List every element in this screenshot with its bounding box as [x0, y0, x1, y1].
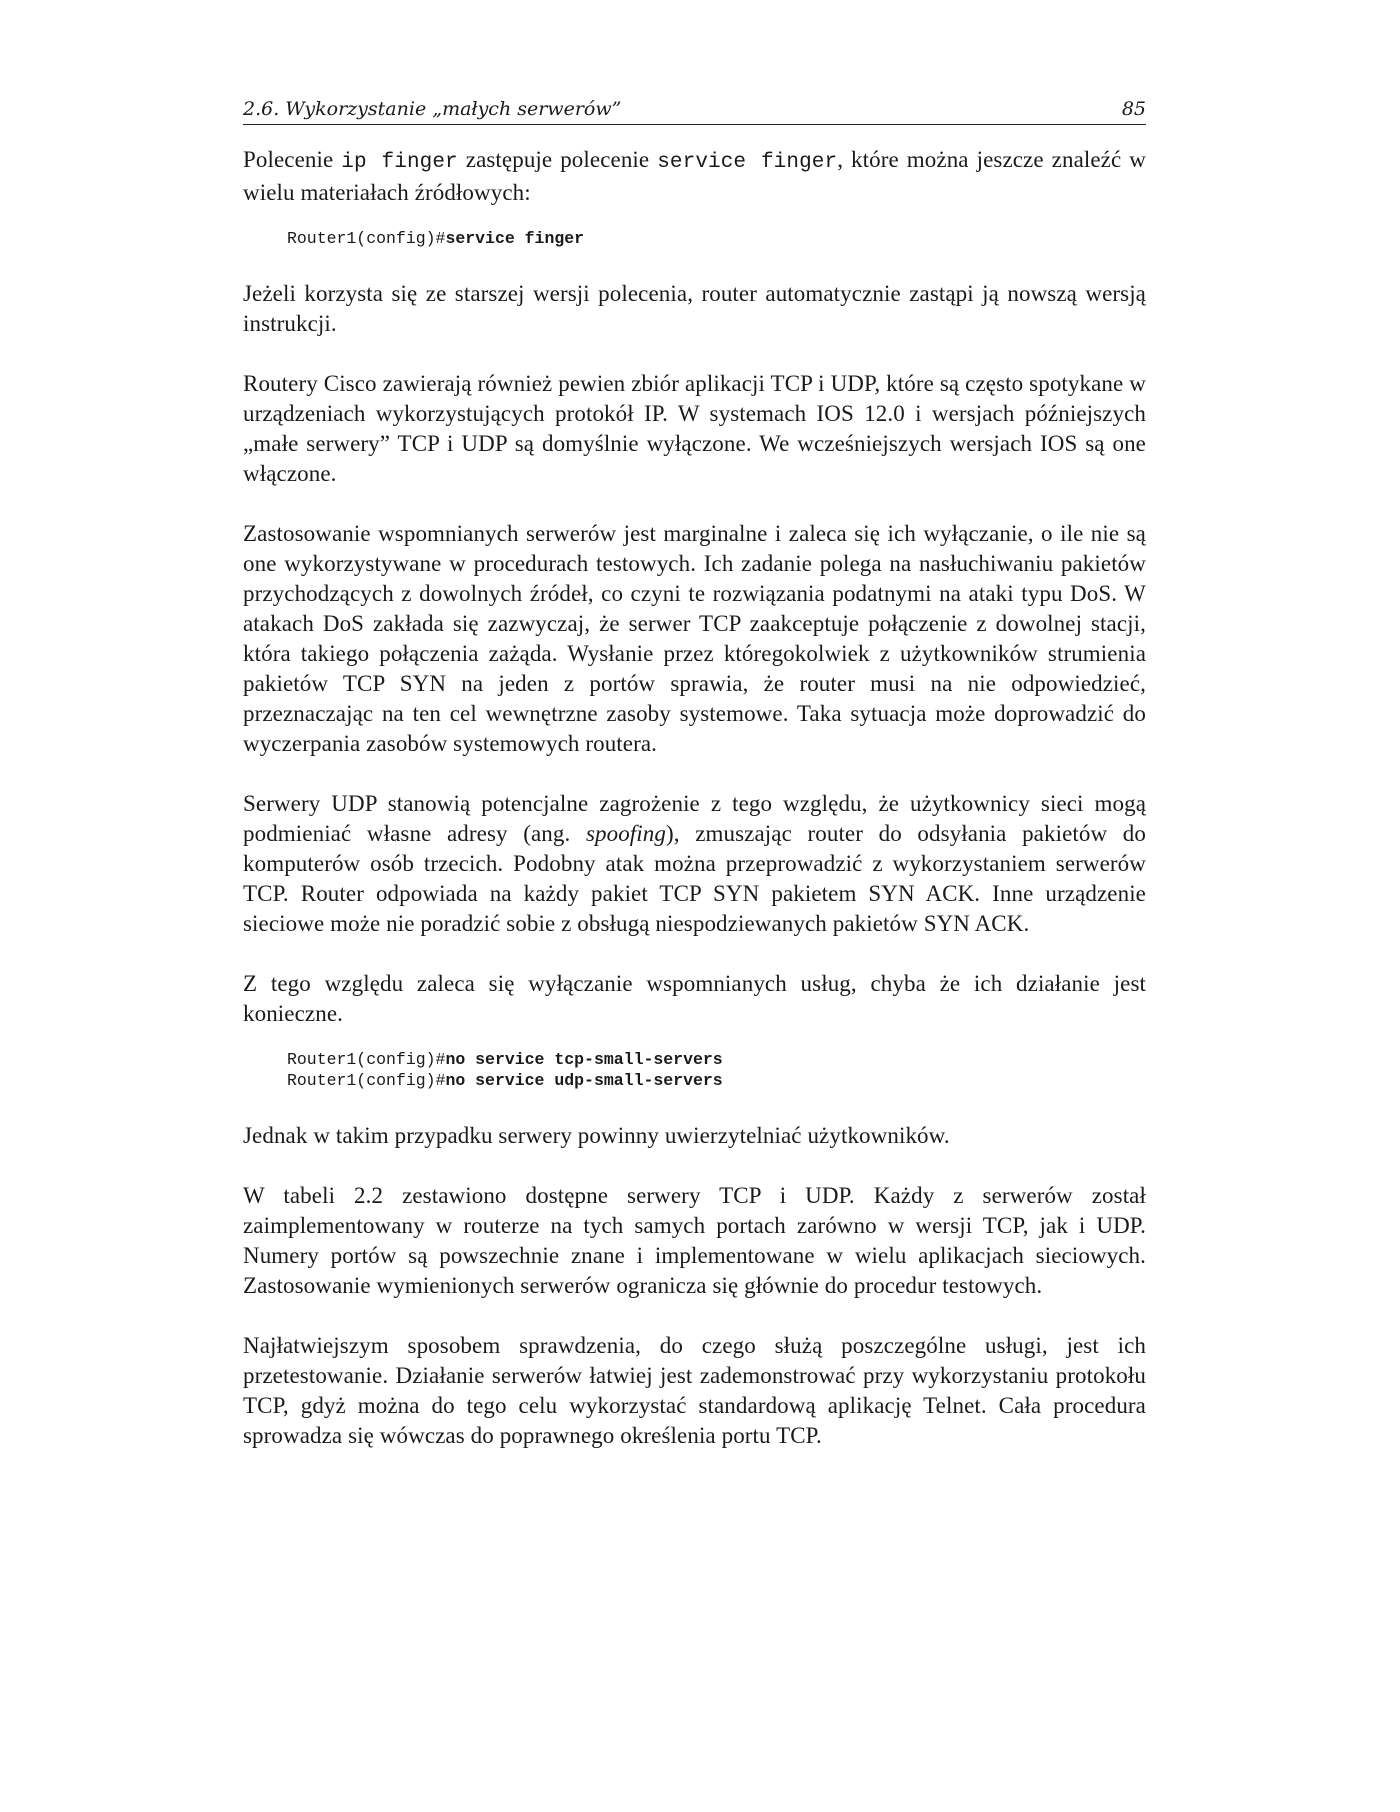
- paragraph-1-text-c: , które można jeszcze znaleźć w wielu materiałach źródłowych:: [243, 147, 1146, 205]
- inline-code-ip-finger: ip finger: [341, 151, 458, 174]
- paragraph-4: Zastosowanie wspomnianych serwerów jest marginalne i zaleca się ich wyłączanie, o ile nie są one wykorzystywane w procedurach testowych. Ich zadanie polega na nasłuchiwaniu pakietów przychodzących z dowolnych źródeł, co czyni te rozwiązania podatnymi na ataki typu DoS. W atakach DoS zakłada się zazwyczaj, że serwer TCP zaakceptuje połączenie z dowolnej stacji, która takiego połączenia zażąda. Wysłanie przez któregokolwiek z użytkowników strumienia pakietów TCP SYN na jeden z portów sprawia, że router musi na nie odpowiedzieć, przeznaczając na ten cel wewnętrzne zasoby systemowe. Taka sytuacja może doprowadzić do wyczerpania zasobów systemowych routera.: [243, 521, 1146, 756]
- code-command: no service tcp-small-servers: [445, 1050, 723, 1069]
- code-command: no service udp-small-servers: [445, 1071, 723, 1090]
- paragraph-1-text-a: Polecenie: [243, 147, 342, 172]
- term-spoofing: spoofing: [585, 821, 666, 846]
- code-block-1: [287, 228, 1146, 249]
- code-prompt: Router1(config)#: [287, 1071, 446, 1090]
- paragraph-5-text-b: ), zmuszając router do odsyłania pakietów do komputerów osób trzecich. Podobny atak można przeprowadzić z wykorzystaniem serwerów TCP. Router odpowiada na każdy pakiet TCP SYN pakietem SYN ACK. Inne urządzenie sieciowe może nie poradzić sobie z obsługą niespodziewanych pakietów SYN ACK.: [243, 821, 1146, 936]
- paragraph-9: Najłatwiejszym sposobem sprawdzenia, do czego służą poszczególne usługi, jest ich przetestowanie. Działanie serwerów łatwiej jest zademonstrować przy wykorzystaniu protokołu TCP, gdyż można do tego celu wykorzystać standardową aplikację Telnet. Cała procedura sprowadza się wówczas do poprawnego określenia portu TCP.: [243, 1333, 1146, 1448]
- running-header: [243, 98, 1146, 125]
- code-command: service finger: [445, 229, 585, 248]
- code-block-2: [287, 1049, 1146, 1091]
- paragraph-3: Routery Cisco zawierają również pewien zbiór aplikacji TCP i UDP, które są często spotykane w urządzeniach wykorzystujących protokół IP. W systemach IOS 12.0 i wersjach późniejszych „małe serwery” TCP i UDP są domyślnie wyłączone. We wcześniejszych wersjach IOS są one włączone.: [243, 371, 1146, 486]
- code-prompt: Router1(config)#: [287, 1050, 446, 1069]
- page-number: 85: [1121, 98, 1146, 120]
- paragraph-1-text-b: zastępuje polecenie: [457, 147, 658, 172]
- section-title: 2.6. Wykorzystanie „małych serwerów”: [243, 98, 622, 120]
- paragraph-1: [243, 145, 1146, 208]
- body-text: [243, 145, 1146, 1451]
- paragraph-7: Jednak w takim przypadku serwery powinny uwierzytelniać użytkowników.: [243, 1123, 950, 1148]
- paragraph-2: Jeżeli korzysta się ze starszej wersji polecenia, router automatycznie zastąpi ją nowszą wersją instrukcji.: [243, 281, 1146, 336]
- code-prompt: Router1(config)#: [287, 229, 446, 248]
- book-page: [243, 98, 1146, 1481]
- paragraph-6: Z tego względu zaleca się wyłączanie wspomnianych usług, chyba że ich działanie jest konieczne.: [243, 971, 1146, 1026]
- inline-code-service-finger: service finger: [657, 151, 838, 174]
- paragraph-5-text-a: Serwery UDP stanowią potencjalne zagrożenie z tego względu, że użytkownicy sieci mogą podmieniać własne adresy (ang.: [243, 791, 1146, 846]
- paragraph-8: W tabeli 2.2 zestawiono dostępne serwery TCP i UDP. Każdy z serwerów został zaimplementowany w routerze na tych samych portach zarówno w wersji TCP, jak i UDP. Numery portów są powszechnie znane i implementowane w wielu aplikacjach sieciowych. Zastosowanie wymienionych serwerów ogranicza się głównie do procedur testowych.: [243, 1183, 1146, 1298]
- paragraph-5: [243, 789, 1146, 939]
